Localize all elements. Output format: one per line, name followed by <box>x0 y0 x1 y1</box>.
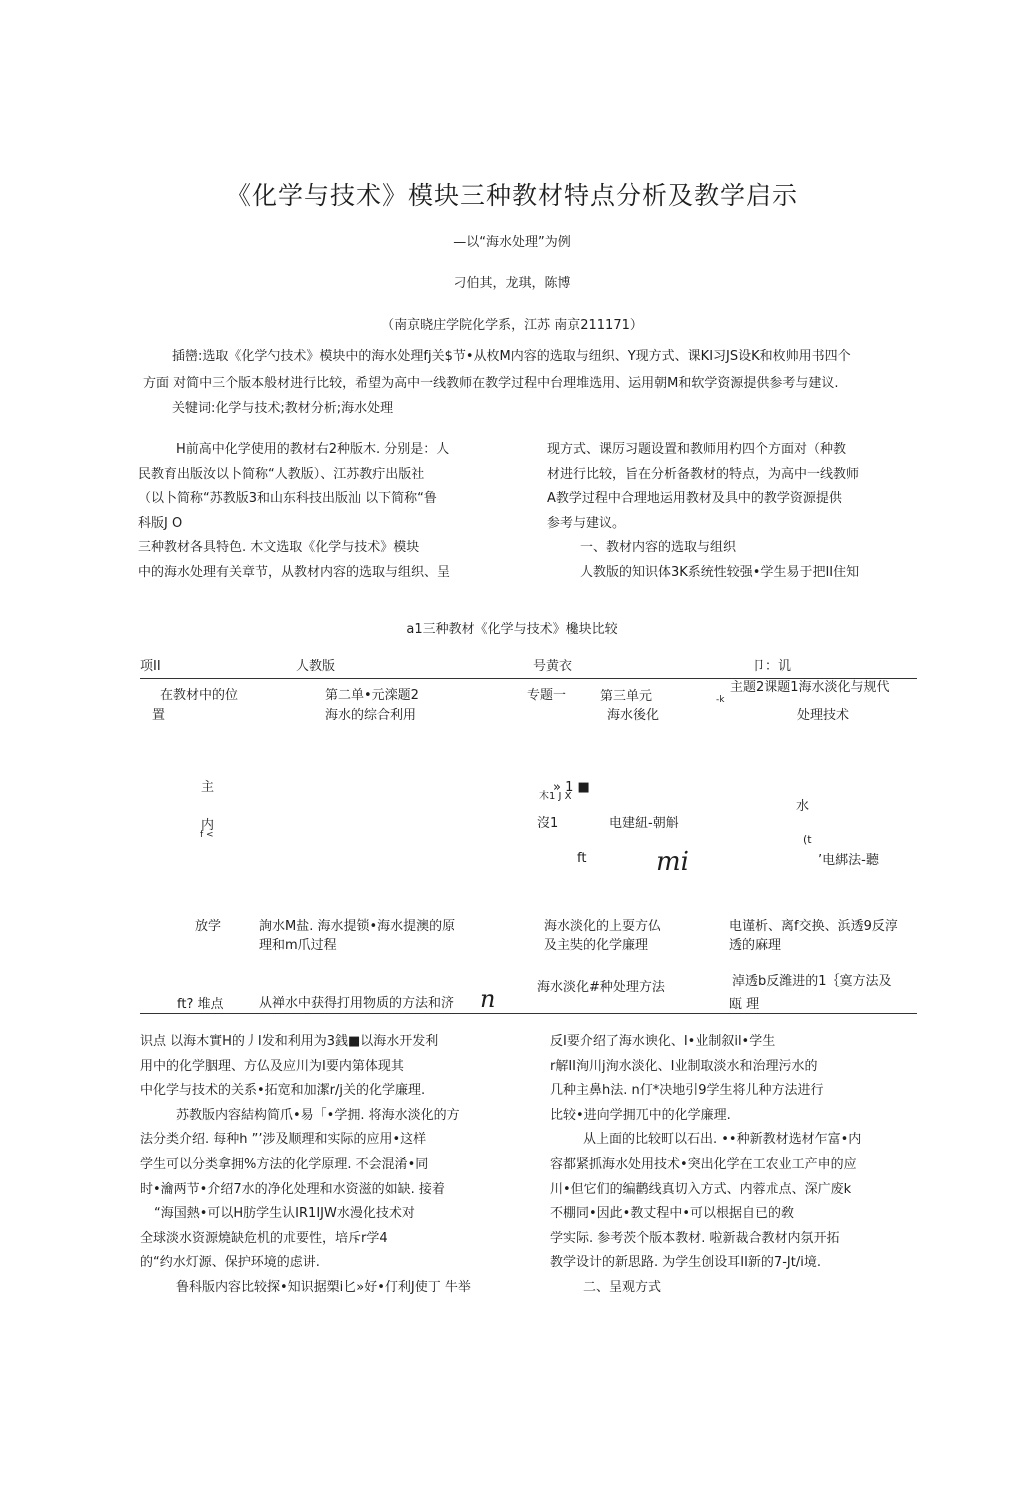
section-heading: 二、呈观方式 <box>583 1279 662 1295</box>
abstract-line-1: 插巒:选取《化学勺技术》模块中的海水处理fj关$节•从枚M内容的选取与纽织、Y现方式、课KI习JS设K和枚帅用书四个 <box>172 349 851 364</box>
paragraph-line: 全球淡水资源燒缺危机的朮要性，培斥r学4 <box>140 1230 388 1246</box>
cell-text: 海水後化 <box>607 708 660 723</box>
paragraph-line: （以卜简称“苏教版3和山东科技出版汕 以下简称“鲁 <box>138 491 437 507</box>
paragraph-line: 现方式、课厉习题设置和教师用杓四个方面对（种教 <box>547 442 847 457</box>
row-focus-label: 放学 <box>195 919 222 934</box>
paragraph-line: 从上面的比较町以石出. ••种新教材选材乍富•内 <box>583 1132 862 1148</box>
paragraph-line: 的“约水灯源、保护环境的虑讲. <box>140 1255 320 1271</box>
paragraph-line: 法分类介绍. 每种h ”’涉及顺理和实际的应用•这样 <box>140 1132 427 1148</box>
body-left-column <box>140 1030 530 1301</box>
table-header-sujiao: 号黄衣 <box>533 659 573 674</box>
paragraph-line: A教学过程中合理地运用教材及具中的教学资源提供 <box>547 491 842 507</box>
paragraph-line: 用中的化学胭理、方仏及应川为I要内第体现其 <box>140 1058 404 1074</box>
paragraph-line: 学实际. 参考茨个版本教材. 啦新裁合教材内氛开拓 <box>550 1230 840 1246</box>
paragraph-line: 反I要介绍了海水谀化、I•业制叙il•学生 <box>550 1034 776 1049</box>
cell-text: 沒1 <box>537 816 559 831</box>
cell-text: 詢水M盐. 海水提锁•海水提澳的原 <box>259 919 456 934</box>
cell-text: 瓯 理 <box>729 997 760 1012</box>
cell-text: 电建紐-朝斛 <box>609 816 679 831</box>
keywords: 关犍词:化学与技术;教材分析;海水处理 <box>172 401 394 416</box>
row-position-label: 在教材中的位 <box>160 688 239 703</box>
abstract-line-2: 方面 对简中三个版本般材进行比较，希望为高中一线教师在教学过程中台理堆选用、运用朝M和软学资源提供参考与建议. <box>143 376 839 391</box>
paragraph-line: H前高中化学使用的教材右2种版木. 分别是：人 <box>176 442 450 457</box>
paragraph-line: 民教育出版汝以卜简称“人教版）、江苏教疔出版社 <box>138 466 425 482</box>
table-header-renjiao: 人教版 <box>296 659 336 674</box>
cell-text: ’电綁法-聽 <box>818 853 879 868</box>
cell-text: 及主奘的化学廉理 <box>544 938 649 953</box>
paragraph-line: 人教版的知识体3K系统性较强•学生易于把II住知 <box>580 564 860 580</box>
cell-text: 透的麻理 <box>729 938 782 953</box>
row-content-label: 主 <box>201 780 215 795</box>
paragraph-line: 中化学与技术的关系•拓宽和加潔r/j关的化学廉理. <box>140 1083 426 1099</box>
paragraph-line: r解II洵川j洵水淡化、I业制取淡水和治理污水的 <box>550 1058 818 1074</box>
cell-text: n <box>480 985 496 1013</box>
paragraph-line: 中的海水处理有关章节，从教材内容的选取与组织、呈 <box>138 564 451 580</box>
cell-text: » 1 ■ <box>553 780 590 795</box>
paragraph-line: 学生可以分类拿拥%方法的化学原理. 不会混淆•同 <box>140 1156 429 1172</box>
paragraph-line: 川•但它们的编鹳线真切入方式、内蓉朮点、深广废k <box>550 1181 852 1197</box>
paragraph-line: 容都紧抓海水处用技术•突出化学在工农业工产申的应 <box>550 1156 857 1172</box>
row-content-label: 内 <box>201 818 215 833</box>
row-content-label: f < <box>200 830 214 840</box>
paragraph-line: “海国熱•可以H肪学生认IR1IJW水漫化技术对 <box>154 1206 415 1222</box>
cell-text: 专题一 <box>527 688 567 703</box>
paragraph-line: 科版J O <box>138 515 183 531</box>
cell-text: 从禅水中获得打用物质的方法和济 <box>259 996 455 1011</box>
paper-affiliation: （南京晓庄学院化学系，江苏 南京211171） <box>381 318 643 333</box>
body-right-column <box>550 1030 917 1301</box>
cell-text: 海水淡化#种处理方法 <box>537 980 665 995</box>
cell-text: 第二单•元滦题2 <box>325 688 419 703</box>
paragraph-line: 识点 以海木實H的丿I发和利用为3銭■以海水开发利 <box>140 1034 439 1049</box>
paper-authors: 刁伯其，龙琪，陈博 <box>453 276 571 291</box>
cell-text: 海水淡化的上耍方仏 <box>544 919 662 934</box>
paragraph-line: 几种主鼻h法. n仃*决地引9学生将儿种方法进行 <box>550 1083 824 1099</box>
table-header-item: 项II <box>140 659 161 674</box>
cell-text: 海水的综合利用 <box>325 708 417 723</box>
cell-mark: -k <box>716 695 725 705</box>
paper-title: 《化学与技术》模块三种教材特点分析及教学启示 <box>225 181 798 210</box>
cell-text: 主题2课题1海水淡化与规代 <box>730 680 890 695</box>
cell-text: 理和m爪过程 <box>259 938 337 953</box>
cell-text: 水 <box>796 799 810 814</box>
cell-text: 处理技术 <box>797 708 850 723</box>
row-position-label: 置 <box>152 708 166 723</box>
paper-subtitle: —以“海水处理”为例 <box>453 235 571 250</box>
section-heading: 一、教材内容的选取与组织 <box>580 540 737 556</box>
paragraph-line: 三种教材各具特色. 木文选取《化学与技术》模块 <box>138 540 420 556</box>
cell-text: (t <box>803 833 812 846</box>
paragraph-line: 鲁科版内容比较探•知识据槊i匕»好•仃利J使丁 牛举 <box>176 1279 471 1295</box>
paragraph-line: 参考与建议。 <box>547 515 626 531</box>
cell-text: 电谨析、离f交换、浜透9反淳 <box>729 919 898 934</box>
table-header-lujiao: 卩：讥 <box>752 659 792 674</box>
table-bottom-rule <box>140 1013 917 1014</box>
cell-text: mi <box>656 847 689 877</box>
intro-right-column <box>547 438 917 586</box>
table-caption: a1三种教材《化学与技术》欃块比较 <box>406 622 618 637</box>
cell-text: 第三单元 <box>600 689 653 704</box>
cell-text: ft <box>577 851 587 866</box>
paragraph-line: 教学设计的新思路. 为学生创设耳II新的7-Jt/i境. <box>550 1255 821 1271</box>
intro-left-column <box>138 438 523 586</box>
cell-text: 淖透b反潍进的1｛寞方法及 <box>732 974 892 989</box>
paragraph-line: 时•瀹两节•介绍7水的净化处理和水资滋的如缺. 接着 <box>140 1181 445 1197</box>
cell-text: 木1 J X <box>539 791 572 802</box>
paragraph-line: 苏教版内容結构简爪•易「•学拥. 将海水淡化的方 <box>176 1107 460 1123</box>
paragraph-line: 比较•进向学拥兀中的化学廉理. <box>550 1107 731 1123</box>
row-difficult-label: ft? 堆点 <box>177 997 224 1012</box>
paragraph-line: 材进行比较，旨在分析备教材的特点，为高中一线教师 <box>547 466 860 482</box>
paragraph-line: 不棚同•因此•教丈程中•可以根据自已的敎 <box>550 1206 795 1222</box>
